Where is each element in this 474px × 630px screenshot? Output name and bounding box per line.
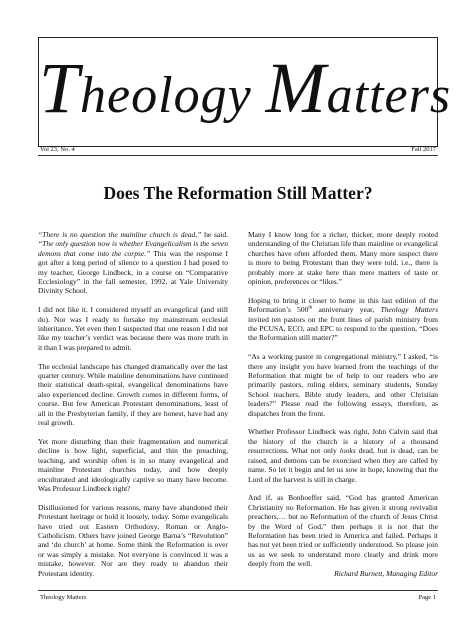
right-column xyxy=(248,230,438,587)
p4-em-is: is xyxy=(390,446,396,456)
p4-em-looks: looks xyxy=(339,446,356,456)
issue-volume: Vol 23, No. 4 xyxy=(40,146,75,153)
masthead-title xyxy=(39,48,452,128)
p4-text-b: dead, but xyxy=(355,446,391,456)
right-paragraph-2 xyxy=(248,296,438,343)
quote-2: “The only question now is whether Evangelicalism is the seven demons that come into the corpse.” xyxy=(38,239,228,258)
quote-1: “There is no question the mainline church is dead,” xyxy=(38,230,202,239)
left-column xyxy=(38,230,228,587)
text-2: This was the response I got after a long period of silence to a question I had posed to my teacher, George Lindbeck, in a course on “Comparative Ecclesiology” in the fall semester, 1992, at Yale University Divinity School. xyxy=(38,248,229,296)
masthead-title-part2: atters xyxy=(326,67,452,124)
article-headline: Does The Reformation Still Matter? xyxy=(103,183,373,203)
issue-bar xyxy=(38,145,438,156)
right-paragraph-3: “As a working pastor in congregational ministry,” I asked, “is there any insight you have learned from the teachings of the Reformation that might be of help to our readers who are primarily pastors, ruling elders, seminary students, Sunday School teachers, Bible study leaders, and other Christian leaders?” Please read the following essays, therefore, as dispatches from the front. xyxy=(248,352,438,418)
p2-text-b: anniversary year, xyxy=(312,305,381,315)
masthead-big-m: M xyxy=(265,48,327,128)
p4-text-c: dead, can be raised, and demons can be exorcised when they are called by name. So let it begin and let us sow in hope, knowing that the Lord of the harvest is still in charge. xyxy=(248,446,438,484)
p2-text-c: invited ten pastors on the front lines of parish ministry from the PCUSA, ECO, and EPC to respond to the question, “Does the Reformation still matter?” xyxy=(248,314,438,343)
page-footer xyxy=(38,590,438,603)
left-paragraph-5: Disillusioned for various reasons, many have abandoned their Protestant heritage or hold it loosely, today. Some evangelicals have tried out Eastern Orthodoxy, Roman or Anglo-Catholicism. Others have joined George Barna’s “Revolution” and ‘do church’ at home. Some think the Reformation is over or was simply a mistake. Not everyone is convinced it was a mistake, however. Nor are they ready to abandon their Protestant identity. xyxy=(38,502,228,578)
issue-date: Fall 2017 xyxy=(411,146,436,153)
p2-sup: th xyxy=(308,305,313,311)
left-paragraph-3: The ecclesial landscape has changed dramatically over the last quarter century. While mainline denominations have continued their statistical death-spiral, evangelical denominations have also experienced decline. Growth comes in different forms, of course. But few American Protestant denominations, least of all in the Presbyterian family, if they are honest, have had any real growth. xyxy=(38,361,228,428)
signature: Richard Burnett, Managing Editor xyxy=(334,568,438,578)
masthead-big-t: T xyxy=(39,48,81,128)
masthead-title-part1: heology xyxy=(80,67,266,124)
right-paragraph-4 xyxy=(248,427,438,483)
p2-text-a: Hoping to bring it closer to home in this last edition of the Reformation’s 500 xyxy=(248,295,438,315)
p2-journal-name: Theology Matters xyxy=(380,305,438,315)
right-paragraph-5: And if, as Bonhoeffer said, “God has granted American Christianity no Reformation. He has given it strong revivalist preachers,… but no Reformation of the church of Jesus Christ by the Word of God,” then perhaps it is not that the Reformation has been tried in America and failed. Perhaps it has not yet been tried or sufficiently understood. So please join us as we seek to understand more clearly and drink more deeply from the well. xyxy=(248,493,438,569)
footer-publication: Theology Matters xyxy=(40,594,87,601)
left-paragraph-1 xyxy=(38,230,228,296)
left-paragraph-4: Yet more disturbing than their fragmentation and numerical decline is how light, superficial, and thin the preaching, teaching, and worship often is in so many evangelical and mainline Protestant churches today, and how deeply enculturated and ideologically captive so many have become. Was Professor Lindbeck right? xyxy=(38,436,228,493)
masthead-box xyxy=(38,37,452,147)
text-1: he said. xyxy=(201,230,228,239)
right-paragraph-1: Many I know long for a richer, thicker, more deeply rooted understanding of the Christian life than mainline or evangelical churches have often afforded them. Many more suspect there is more to being Protestant than they were told, i.e., there is probably more at stake here than mere matters of taste or opinion, preferences or “likes.” xyxy=(248,230,438,287)
footer-page-number: Page 1 xyxy=(418,594,436,601)
left-paragraph-2: I did not like it. I considered myself an evangelical (and still do). Nor was I ready to forsake my mainstream ecclesial inheritance. Yet even then I suspected that one reason I did not like my teacher’s verdict was because there was more truth in it than I was prepared to admit. xyxy=(38,305,228,352)
p4-text-a: Whether Professor Lindbeck was right, John Calvin said that the history of the church is a history of a thousand resurrections. What not only xyxy=(248,427,438,456)
